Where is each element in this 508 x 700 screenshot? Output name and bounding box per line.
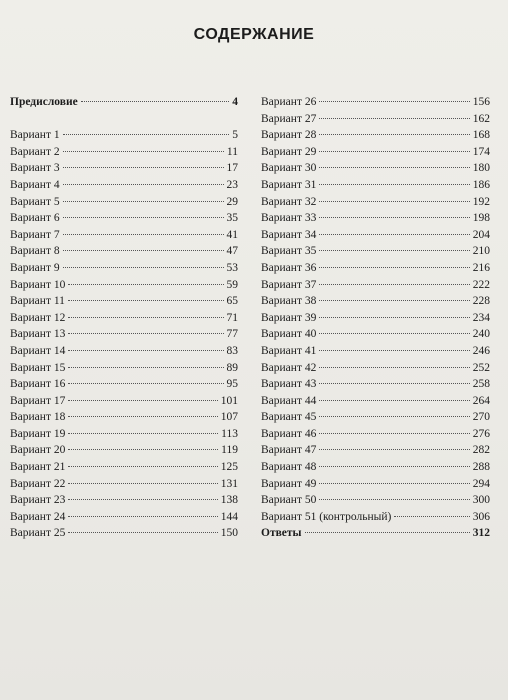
toc-entry-page: 77 <box>226 328 238 341</box>
dot-leader <box>319 167 469 168</box>
toc-entry <box>10 194 238 211</box>
toc-entry-label: Вариант 49 <box>261 477 317 490</box>
toc-entry-label: Вариант 8 <box>10 245 60 258</box>
toc-entry-page: 83 <box>226 344 238 357</box>
toc-entry-label: Вариант 39 <box>261 311 317 324</box>
toc-entry-label: Вариант 7 <box>10 228 60 241</box>
toc-entry-label: Вариант 22 <box>10 477 66 490</box>
toc-entry-page: 89 <box>226 361 238 374</box>
dot-leader <box>319 483 469 484</box>
toc-entry <box>261 376 490 393</box>
toc-entry <box>10 459 238 476</box>
toc-entry-page: 65 <box>226 295 238 308</box>
toc-entry-page: 252 <box>472 361 490 374</box>
toc-entry-label: Вариант 2 <box>10 145 60 158</box>
dot-leader <box>319 416 469 417</box>
toc-entry <box>10 343 238 360</box>
toc-entry-page: 282 <box>472 444 490 457</box>
toc-entry-page: 204 <box>472 228 490 241</box>
dot-leader <box>319 449 469 450</box>
dot-leader <box>319 433 469 434</box>
dot-leader <box>319 317 469 318</box>
toc-entry-label: Вариант 38 <box>261 295 317 308</box>
dot-leader <box>63 184 224 185</box>
dot-leader <box>63 167 224 168</box>
toc-entry-page: 276 <box>472 427 490 440</box>
toc-entry <box>10 326 238 343</box>
toc-entry-page: 156 <box>472 96 490 108</box>
toc-entry-page: 210 <box>472 245 490 258</box>
toc-entry <box>261 227 490 244</box>
toc-entry-label: Вариант 14 <box>10 344 66 357</box>
toc-entry-page: 53 <box>226 261 238 274</box>
toc-entry-page: 107 <box>220 411 238 424</box>
dot-leader <box>319 101 469 102</box>
toc-entry-label: Вариант 32 <box>261 195 317 208</box>
toc-entry-label: Вариант 1 <box>10 129 60 142</box>
toc-entry-page: 59 <box>226 278 238 291</box>
toc-entry-page: 95 <box>226 378 238 391</box>
toc-entry-page: 258 <box>472 378 490 391</box>
toc-entry-label: Вариант 31 <box>261 178 317 191</box>
toc-entry-label: Вариант 9 <box>10 261 60 274</box>
toc-entry-label: Ответы <box>261 527 302 540</box>
dot-leader <box>68 367 223 368</box>
dot-leader <box>63 217 224 218</box>
dot-leader <box>63 151 224 152</box>
toc-entry-page: 222 <box>472 278 490 291</box>
toc-entry-label: Вариант 42 <box>261 361 317 374</box>
toc-entry-page: 71 <box>226 311 238 324</box>
dot-leader <box>319 234 469 235</box>
dot-leader <box>319 383 469 384</box>
toc-entry-label: Вариант 41 <box>261 344 317 357</box>
toc-entry-page: 119 <box>221 444 238 457</box>
dot-leader <box>319 151 469 152</box>
toc-entry-page: 246 <box>472 344 490 357</box>
dot-leader <box>319 284 469 285</box>
toc-entry <box>261 277 490 294</box>
toc-entry <box>10 177 238 194</box>
toc-entry <box>261 326 490 343</box>
toc-entry-label: Вариант 3 <box>10 162 60 175</box>
dot-leader <box>305 532 470 533</box>
toc-entry <box>261 144 490 161</box>
toc-entry-page: 300 <box>472 494 490 507</box>
toc-entry <box>10 210 238 227</box>
toc-entry <box>10 376 238 393</box>
dot-leader <box>81 101 230 102</box>
toc-entry-page: 234 <box>472 311 490 324</box>
toc-entry-label: Вариант 34 <box>261 228 317 241</box>
toc-entry-label: Вариант 18 <box>10 411 66 424</box>
dot-leader <box>63 234 224 235</box>
toc-entry-page: 23 <box>226 178 238 191</box>
toc-entry-label: Вариант 26 <box>261 96 317 108</box>
toc-entry-page: 216 <box>472 261 490 274</box>
toc-entry <box>261 343 490 360</box>
toc-entry <box>261 194 490 211</box>
toc-entry-label: Вариант 20 <box>10 444 66 457</box>
toc-entry <box>261 177 490 194</box>
toc-entry <box>10 525 238 542</box>
toc-entry-label: Вариант 24 <box>10 510 66 523</box>
toc-entry-page: 47 <box>226 245 238 258</box>
toc-entry <box>10 360 238 377</box>
toc-entry <box>261 393 490 410</box>
toc-entry-page: 192 <box>472 195 490 208</box>
toc-entry-label: Вариант 33 <box>261 212 317 225</box>
toc-entry <box>261 243 490 260</box>
toc-entry-page: 29 <box>226 195 238 208</box>
toc-entry-label: Вариант 35 <box>261 245 317 258</box>
toc-entry-label: Вариант 30 <box>261 162 317 175</box>
toc-entry <box>261 310 490 327</box>
toc-entry-label: Вариант 25 <box>10 527 66 540</box>
toc-entry-label: Вариант 17 <box>10 394 66 407</box>
toc-entry-label: Вариант 51 (контрольный) <box>261 510 392 523</box>
toc-entry-label: Вариант 15 <box>10 361 66 374</box>
toc-entry-page: 198 <box>472 212 490 225</box>
toc-entry <box>261 293 490 310</box>
toc-entry-page: 113 <box>221 427 238 440</box>
toc-entry-page: 138 <box>220 494 238 507</box>
toc-entry <box>261 426 490 443</box>
dot-leader <box>68 300 224 301</box>
toc-entry <box>10 260 238 277</box>
dot-leader <box>319 184 469 185</box>
toc-entry <box>10 227 238 244</box>
toc-entry-label: Вариант 45 <box>261 411 317 424</box>
toc-entry <box>261 492 490 509</box>
toc-left-column <box>10 94 238 542</box>
toc-entry <box>261 409 490 426</box>
dot-leader <box>319 250 469 251</box>
toc-entry-label: Вариант 44 <box>261 394 317 407</box>
toc-entry <box>261 525 490 542</box>
toc-entry <box>10 442 238 459</box>
toc-entry-page: 180 <box>472 162 490 175</box>
dot-leader <box>63 267 224 268</box>
toc-entry-label: Вариант 50 <box>261 494 317 507</box>
toc-entry <box>10 476 238 493</box>
dot-leader <box>68 516 217 517</box>
toc-entry-page: 11 <box>226 145 238 158</box>
toc-entry <box>10 293 238 310</box>
toc-entry-page: 35 <box>226 212 238 225</box>
toc-entry-label: Вариант 46 <box>261 427 317 440</box>
toc-entry <box>10 127 238 144</box>
toc-entry-page: 125 <box>220 461 238 474</box>
toc-entry <box>261 94 490 111</box>
toc-entry-label: Вариант 47 <box>261 444 317 457</box>
toc-entry-page: 41 <box>226 228 238 241</box>
dot-leader <box>68 333 223 334</box>
dot-leader <box>63 134 230 135</box>
toc-entry-page: 306 <box>472 510 490 523</box>
dot-leader <box>68 416 217 417</box>
toc-entry-page: 144 <box>220 510 238 523</box>
dot-leader <box>319 466 469 467</box>
dot-leader <box>68 483 217 484</box>
toc-entry-page: 174 <box>472 145 490 158</box>
toc-entry-page: 162 <box>472 112 490 125</box>
dot-leader <box>319 499 469 500</box>
toc-entry-page: 270 <box>472 411 490 424</box>
toc-entry-label: Вариант 21 <box>10 461 66 474</box>
toc-entry-label: Вариант 10 <box>10 278 66 291</box>
toc-entry-label: Вариант 40 <box>261 328 317 341</box>
toc-entry <box>261 442 490 459</box>
toc-entry-label: Вариант 29 <box>261 145 317 158</box>
toc-entry <box>10 144 238 161</box>
toc-entry <box>10 492 238 509</box>
dot-leader <box>319 367 469 368</box>
toc-entry-page: 288 <box>472 461 490 474</box>
toc-entry-label: Вариант 13 <box>10 328 66 341</box>
dot-leader <box>63 250 224 251</box>
toc-entry-page: 240 <box>472 328 490 341</box>
toc-entry <box>261 459 490 476</box>
dot-leader <box>68 499 217 500</box>
dot-leader <box>319 118 469 119</box>
toc-entry-page: 168 <box>472 129 490 142</box>
dot-leader <box>319 201 469 202</box>
toc-entry-label: Вариант 16 <box>10 378 66 391</box>
toc-entry-label: Предисловие <box>10 96 78 108</box>
toc-entry <box>261 360 490 377</box>
toc-entry-page: 101 <box>220 394 238 407</box>
toc-entry <box>10 94 238 111</box>
toc-entry <box>261 111 490 128</box>
toc-entry <box>10 310 238 327</box>
dot-leader <box>68 449 218 450</box>
toc-entry-label: Вариант 27 <box>261 112 317 125</box>
toc-entry-label: Вариант 5 <box>10 195 60 208</box>
toc-entry <box>261 260 490 277</box>
toc-entry <box>10 277 238 294</box>
toc-entry <box>10 393 238 410</box>
dot-leader <box>68 284 223 285</box>
toc-entry <box>10 509 238 526</box>
toc-entry <box>261 476 490 493</box>
toc-entry <box>10 409 238 426</box>
toc-entry-page: 150 <box>220 527 238 540</box>
toc-entry-page: 186 <box>472 178 490 191</box>
toc-entry <box>10 243 238 260</box>
dot-leader <box>68 383 223 384</box>
toc-entry-label: Вариант 37 <box>261 278 317 291</box>
toc-entry-label: Вариант 23 <box>10 494 66 507</box>
toc-entry-page: 5 <box>232 129 238 142</box>
dot-leader <box>394 516 469 517</box>
toc-entry-label: Вариант 43 <box>261 378 317 391</box>
toc-entry-label: Вариант 19 <box>10 427 66 440</box>
toc-entry-label: Вариант 12 <box>10 311 66 324</box>
toc-entry-page: 131 <box>220 477 238 490</box>
dot-leader <box>319 217 469 218</box>
toc-entry-page: 264 <box>472 394 490 407</box>
toc-entry <box>10 160 238 177</box>
toc-entry-page: 228 <box>472 295 490 308</box>
dot-leader <box>68 466 217 467</box>
toc-entry-page: 17 <box>226 162 238 175</box>
dot-leader <box>319 300 469 301</box>
dot-leader <box>319 267 469 268</box>
dot-leader <box>68 400 217 401</box>
toc-entry-page: 4 <box>232 96 238 108</box>
page-title: СОДЕРЖАНИЕ <box>193 26 315 43</box>
dot-leader <box>68 317 223 318</box>
dot-leader <box>68 433 218 434</box>
dot-leader <box>68 350 223 351</box>
dot-leader <box>319 333 469 334</box>
dot-leader <box>68 532 217 533</box>
toc-entry <box>261 509 490 526</box>
toc-entry <box>10 426 238 443</box>
toc-entry <box>261 160 490 177</box>
dot-leader <box>319 350 469 351</box>
toc-entry <box>261 127 490 144</box>
toc-entry <box>261 210 490 227</box>
dot-leader <box>63 201 224 202</box>
toc-entry-page: 312 <box>472 527 490 540</box>
toc-entry-label: Вариант 36 <box>261 261 317 274</box>
toc-entry-label: Вариант 28 <box>261 129 317 142</box>
toc-entry-label: Вариант 48 <box>261 461 317 474</box>
toc-entry-page: 294 <box>472 477 490 490</box>
toc-entry-label: Вариант 11 <box>10 295 65 308</box>
toc-entry-label: Вариант 4 <box>10 178 60 191</box>
toc-right-column <box>261 94 490 542</box>
dot-leader <box>319 134 469 135</box>
toc-entry-label: Вариант 6 <box>10 212 60 225</box>
dot-leader <box>319 400 469 401</box>
